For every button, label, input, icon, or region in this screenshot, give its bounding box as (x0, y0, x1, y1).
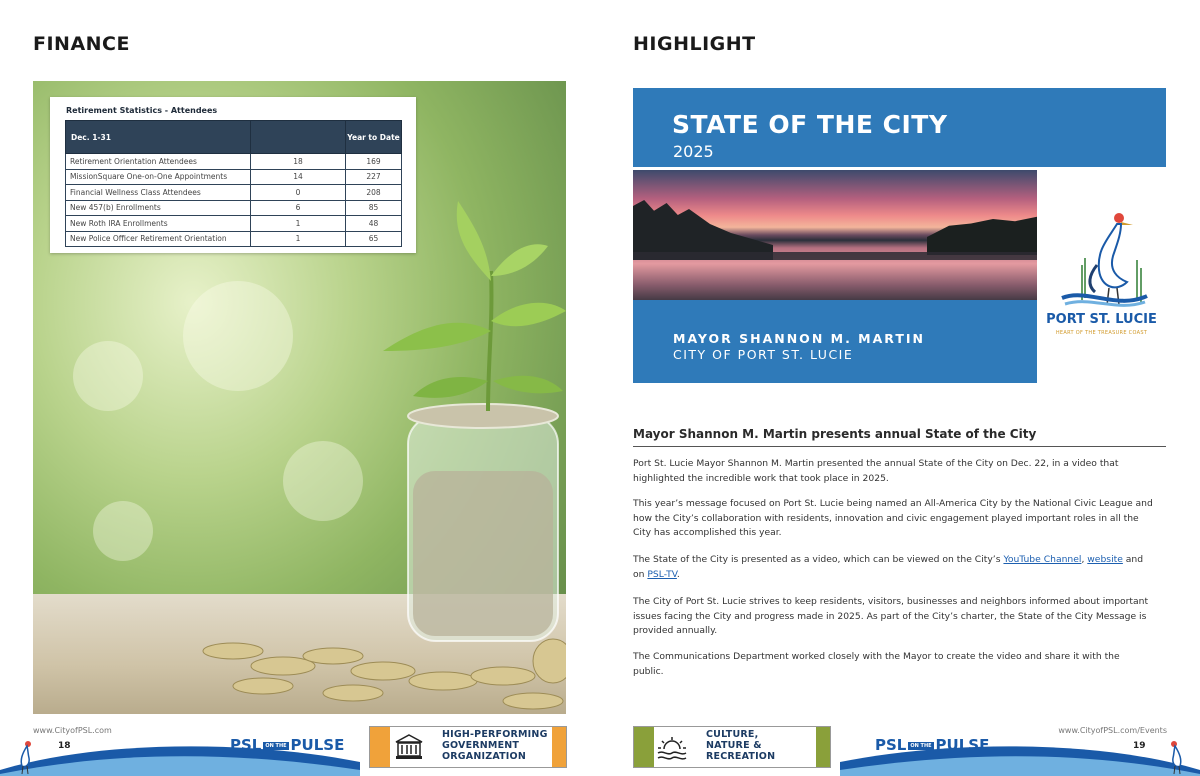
row-month-value: 1 (251, 216, 346, 232)
row-month-value: 18 (251, 154, 346, 170)
psl-tv-link[interactable]: PSL-TV (647, 568, 677, 580)
article-paragraph-1: Port St. Lucie Mayor Shannon M. Martin presented the annual State of the City on Dec. 22, in a video that highlighted the incredible work that took place in 2025. (633, 458, 1119, 484)
table-row (66, 231, 402, 247)
article-paragraph-5: The Communications Department worked closely with the Mayor to create the video and share it with the public. (633, 651, 1120, 677)
banner-year: 2025 (673, 142, 714, 161)
row-ytd-value: 48 (346, 216, 402, 232)
psl-logo-pulse: PULSE (935, 736, 990, 754)
badge-line-3: ORGANIZATION (442, 751, 526, 762)
badge-line-1: HIGH-PERFORMING (442, 729, 548, 740)
paragraph-3-separator: , (1081, 554, 1088, 565)
row-ytd-value: 169 (346, 154, 402, 170)
badge-line-3: RECREATION (706, 751, 776, 762)
heron-icon (10, 738, 40, 774)
row-month-value: 6 (251, 200, 346, 216)
badge-line-2: GOVERNMENT (442, 740, 520, 751)
row-label: New 457(b) Enrollments (66, 200, 251, 216)
article-paragraph-2: This year’s message focused on Port St. Lucie being named an All-America City by the National Civic League and how the City’s collaboration with residents, innovation and civic engagement played important roles in all the City has accomplished this year. (633, 498, 1153, 539)
sunset-river-photo (633, 170, 1037, 300)
table-row (66, 185, 402, 201)
table-row (66, 154, 402, 170)
mayor-name: MAYOR SHANNON M. MARTIN (673, 331, 925, 346)
high-performing-government-badge (369, 726, 567, 768)
header-year-to-date: Year to Date (346, 121, 402, 154)
page-number-right: 19 (1133, 741, 1146, 751)
row-month-value: 1 (251, 231, 346, 247)
article-divider (633, 446, 1166, 447)
mayor-city: CITY OF PORT ST. LUCIE (673, 347, 854, 362)
row-label: MissionSquare One-on-One Appointments (66, 169, 251, 185)
psl-logo-tag: ON THE (265, 742, 287, 749)
footer-url-right[interactable]: www.CityofPSL.com/Events (1058, 726, 1167, 735)
badge-line-1: CULTURE, (706, 729, 759, 740)
government-building-icon (394, 733, 424, 761)
paragraph-3-prefix: The State of the City is presented as a video, which can be viewed on the City’s (633, 554, 1004, 565)
page-number-left: 18 (58, 741, 71, 751)
website-link[interactable]: website (1087, 554, 1123, 565)
psl-pulse-logo-left (230, 736, 344, 754)
row-ytd-value: 85 (346, 200, 402, 216)
retirement-table (65, 120, 402, 247)
retirement-statistics-card (50, 97, 416, 253)
city-logo (1037, 170, 1166, 383)
psl-logo-tag: ON THE (910, 742, 932, 749)
header-period: Dec. 1-31 (66, 121, 251, 154)
footer-wave (0, 730, 1200, 776)
row-ytd-value: 65 (346, 231, 402, 247)
retirement-table-title: Retirement Statistics - Attendees (66, 106, 218, 115)
paragraph-3-suffix: . (676, 568, 680, 580)
footer-url-left[interactable]: www.CityofPSL.com (33, 726, 112, 735)
logo-name: PORT ST. LUCIE (1046, 312, 1157, 327)
badge-line-2: NATURE & (706, 740, 762, 751)
row-label: New Police Officer Retirement Orientation (66, 231, 251, 247)
table-row (66, 200, 402, 216)
psl-logo-text: PSL (230, 736, 262, 754)
article-paragraph-4: The City of Port St. Lucie strives to keep residents, visitors, businesses and neighbors informed about important issues facing the City and progress made in 2025. As part of the City’s charter, the State of the City Message is provided annually. (633, 596, 1149, 637)
table-row (66, 169, 402, 185)
psl-logo-text: PSL (875, 736, 907, 754)
culture-nature-recreation-badge (633, 726, 831, 768)
row-label: Retirement Orientation Attendees (66, 154, 251, 170)
psl-logo-pulse: PULSE (290, 736, 345, 754)
youtube-channel-link[interactable]: YouTube Channel (1003, 554, 1082, 565)
table-row (66, 216, 402, 232)
row-label: New Roth IRA Enrollments (66, 216, 251, 232)
row-ytd-value: 208 (346, 185, 402, 201)
section-title-highlight: HIGHLIGHT (633, 33, 756, 55)
logo-tagline: HEART OF THE TREASURE COAST (1055, 330, 1148, 336)
row-month-value: 14 (251, 169, 346, 185)
article-paragraph-3 (633, 553, 1153, 582)
article-heading: Mayor Shannon M. Martin presents annual State of the City (633, 427, 1037, 441)
header-month (251, 121, 346, 154)
row-month-value: 0 (251, 185, 346, 201)
heron-icon (1037, 170, 1166, 310)
section-title-finance: FINANCE (33, 33, 130, 55)
heron-icon (1162, 738, 1192, 774)
sunset-wave-icon (656, 735, 688, 761)
row-ytd-value: 227 (346, 169, 402, 185)
psl-pulse-logo-right (875, 736, 989, 754)
paragraph-3-middle: and on (633, 554, 1144, 580)
row-label: Financial Wellness Class Attendees (66, 185, 251, 201)
banner-title: STATE OF THE CITY (672, 110, 948, 139)
